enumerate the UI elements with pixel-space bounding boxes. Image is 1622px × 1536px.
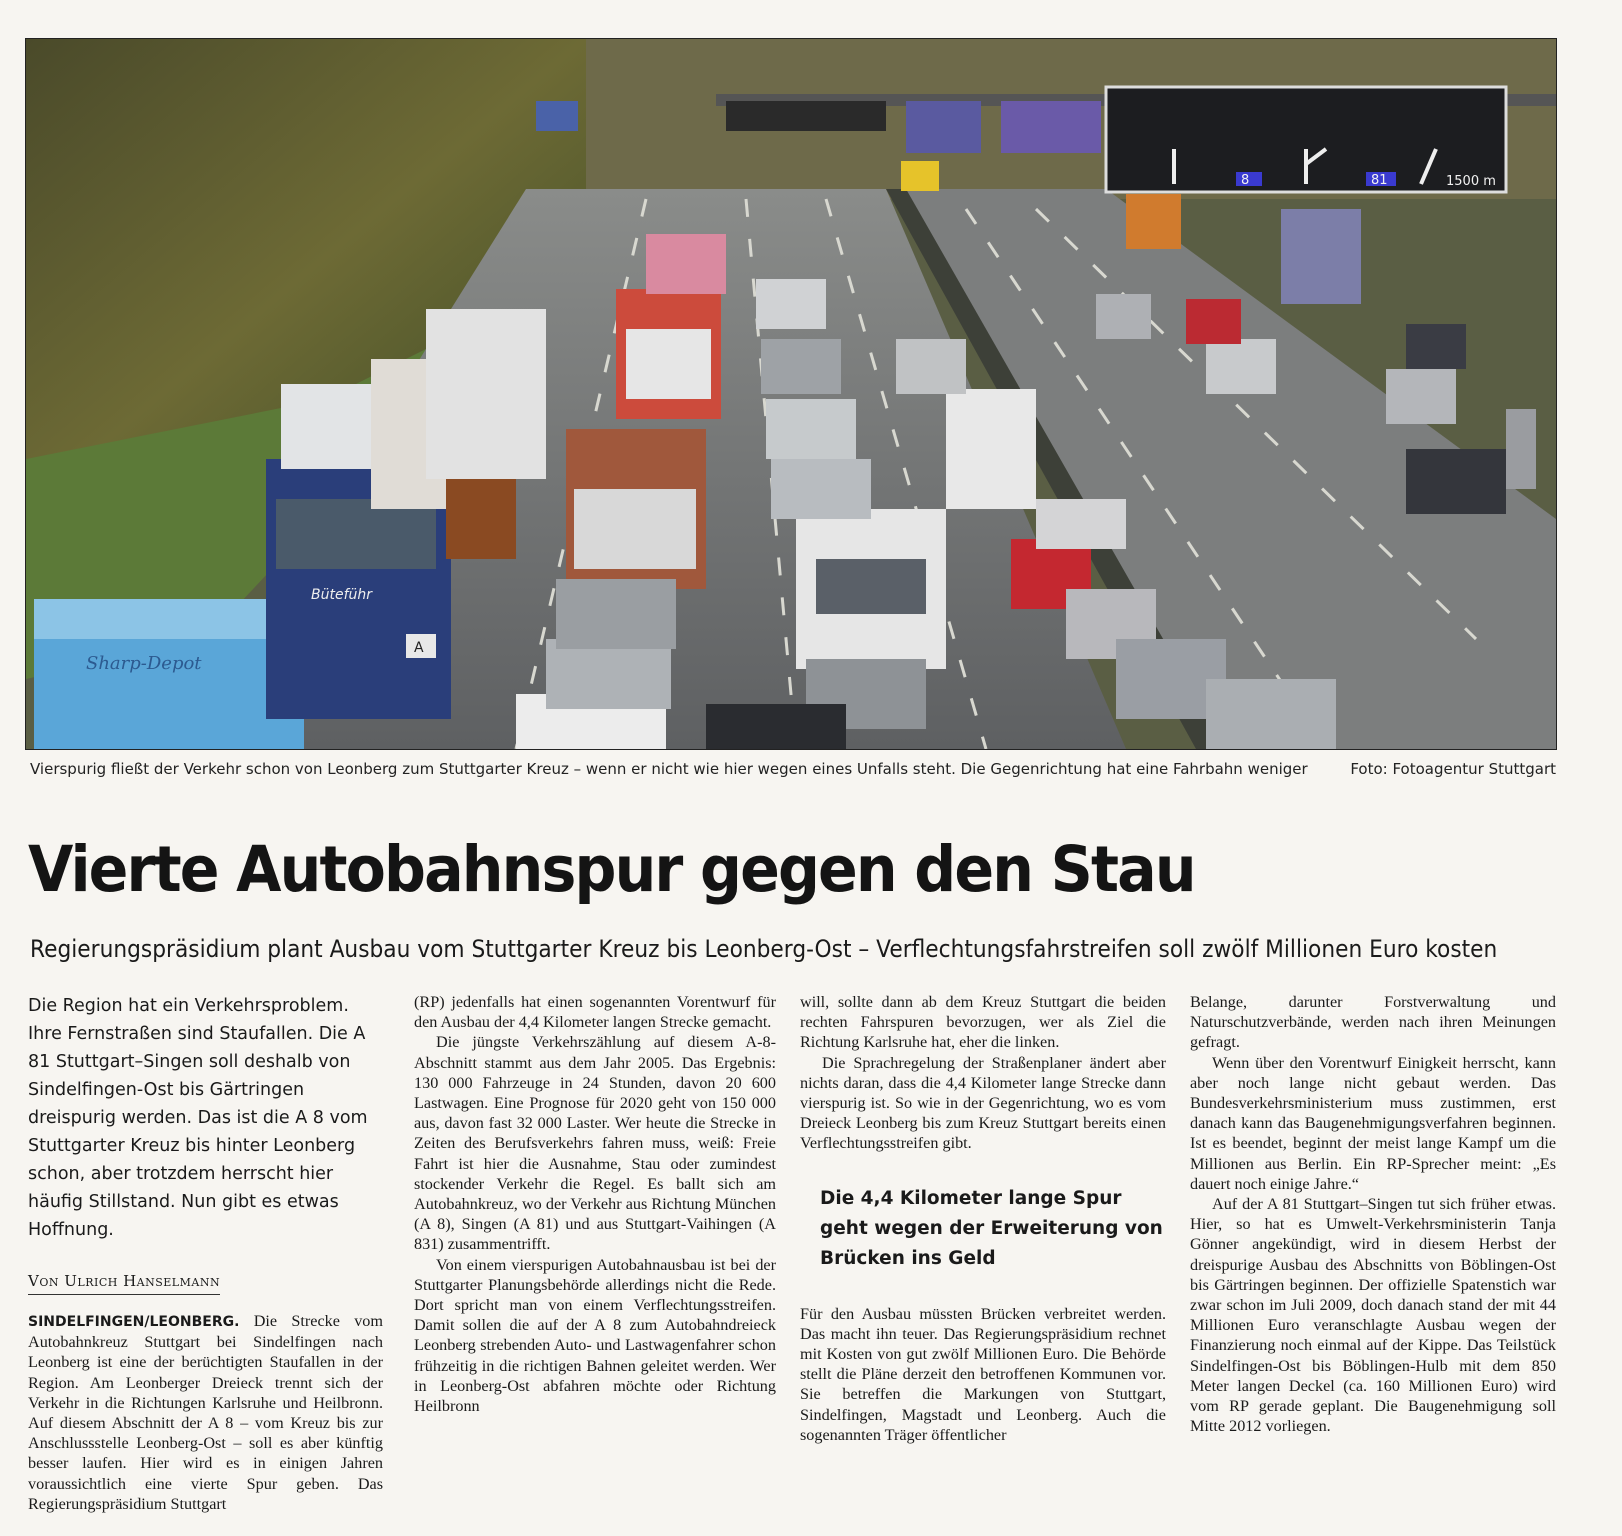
- sign-number-8: 8: [1241, 173, 1250, 188]
- traffic-photo-image: [26, 39, 1556, 749]
- body-paragraph: Für den Ausbau müssten Brücken verbreitet werden. Das macht ihn teuer. Das Regierungspräsidium rechnet mit Kosten von gut zwölf Millionen Euro. Die Behörde stellt die Pläne derzeit den betroffenen Kommunen vor. Sie betreffen die Markungen von Stuttgart, Sindelfingen, Magstadt und Leonberg. Auch die sogenannten Träger öffentlicher: [800, 1304, 1166, 1444]
- lead-paragraph: Die Region hat ein Verkehrsproblem. Ihre Fernstraßen sind Staufallen. Die A 81 Stuttgart–Singen soll deshalb von Sindelfingen-Ost bis Gärtringen dreispurig werden. Das ist die A 8 vom Stuttgarter Kreuz bis hinter Leonberg schon, aber trotzdem herrscht hier häufig Stillstand. Nun gibt es etwas Hoffnung.: [28, 996, 368, 1240]
- column-1: [28, 992, 383, 1514]
- body-paragraph: [28, 1311, 383, 1514]
- body-paragraph: Wenn über den Vorentwurf Einigkeit herrscht, kann aber noch lange nicht gebaut werden. Das Bundesverkehrsministerium muss zustimmen, erst danach kann das Baugenehmigungsverfahren beginnen. Ist es beendet, beginnt der meist lange Kampf um die Millionen aus Berlin. Ein RP-Sprecher meint: „Es dauert noch einige Jahre.“: [1190, 1053, 1556, 1193]
- column-3: [800, 992, 1166, 1445]
- photo-credit: Foto: Fotoagentur Stuttgart: [1350, 760, 1556, 778]
- column-3-body-top: [800, 992, 1166, 1154]
- body-paragraph: Belange, darunter Forstverwaltung und Naturschutzverbände, werden nach ihren Meinungen gefragt.: [1190, 993, 1556, 1052]
- dateline: SINDELFINGEN/LEONBERG.: [28, 1314, 240, 1330]
- body-paragraph: (RP) jedenfalls hat einen sogenannten Vorentwurf für den Ausbau der 4,4 Kilometer langen Strecke gemacht.: [414, 993, 776, 1032]
- body-paragraph: will, sollte dann ab dem Kreuz Stuttgart die beiden rechten Fahrspuren bevorzugen, wer als Ziel die Richtung Karlsruhe hat, eher die linken.: [800, 993, 1166, 1052]
- truck-text: Büteführ: [311, 587, 373, 603]
- body-paragraph: Auf der A 81 Stuttgart–Singen tut sich früher etwas. Hier, so hat es Umwelt-Verkehrsministerin Tanja Gönner angekündigt, wird in diesem Herbst der dreispurige Ausbau des Abschnitts von Böblingen-Ost bis Gärtringen beginnen. Der offizielle Spatenstich war zwar schon im Juli 2009, doch danach stand der mit 44 Millionen Euro veranschlagte Ausbau wegen der Finanzierung noch einmal auf der Kippe. Das Teilstück Sindelfingen-Ost bis Böblingen-Hulb mit dem 850 Meter langen Deckel (ca. 160 Millionen Euro) wird vom RP gerade geplant. Die Baugenehmigung soll Mitte 2012 vorliegen.: [1190, 1195, 1556, 1436]
- column-4: [1190, 992, 1556, 1436]
- sign-distance: 1500 m: [1446, 174, 1496, 189]
- pull-quote: Die 4,4 Kilometer lange Spur geht wegen der Erweiterung von Brücken ins Geld: [820, 1187, 1163, 1269]
- body-paragraph: Die jüngste Verkehrszählung auf diesem A-8-Abschnitt stammt aus dem Jahr 2005. Das Ergebnis: 130 000 Fahrzeuge in 24 Stunden, davon 20 600 Lastwagen. Eine Prognose für 2020 geht von 150 000 aus, davon fast 32 000 Laster. Wer heute die Strecke in Zeiten des Berufsverkehrs fahren muss, weiß: Freie Fahrt ist hier die Ausnahme, Stau oder zumindest stockender Verkehr die Regel. Es ballt sich am Autobahnkreuz, wo der Verkehr aus Richtung München (A 8), Singen (A 81) und aus Stuttgart-Vaihingen (A 831) zusammentrifft.: [414, 1033, 776, 1254]
- body-paragraph: Die Sprachregelung der Straßenplaner ändert aber nichts daran, dass die 4,4 Kilometer lange Strecke dann vierspurig ist. So wie in der Gegenrichtung, wo es vom Dreieck Leonberg bis zum Kreuz Stuttgart bereits einen Verflechtungsstreifen gibt.: [800, 1053, 1166, 1153]
- byline: Von Ulrich Hanselmann: [28, 1272, 220, 1295]
- body-paragraph: Von einem vierspurigen Autobahnausbau ist bei der Stuttgarter Planungsbehörde allerdings nicht die Rede. Dort spricht man von einem Verflechtungsstreifen. Damit sollen die auf der A 8 zum Autobahndreieck Leonberg strebenden Auto- und Lastwagenfahrer schon frühzeitig in die richtigen Bahnen geleitet werden. Wer in Leonberg-Ost abfahren möchte oder Richtung Heilbronn: [414, 1255, 776, 1416]
- sign-number-81: 81: [1371, 173, 1388, 188]
- headline: Vierte Autobahnspur gegen den Stau: [28, 833, 1195, 906]
- caption-text: Vierspurig fließt der Verkehr schon von Leonberg zum Stuttgarter Kreuz – wenn er nicht wie hier wegen eines Unfalls steht. Die Gegenrichtung hat eine Fahrbahn weniger: [30, 760, 1308, 778]
- traffic-photo: [25, 38, 1557, 750]
- body-text: Die Strecke vom Autobahnkreuz Stuttgart bei Sindelfingen nach Leonberg ist eine der berüchtigten Staufallen in der Region. Am Leonberger Dreieck trennt sich der Verkehr in die Richtungen Karlsruhe und Heilbronn. Auf diesem Abschnitt der A 8 – vom Kreuz bis zur Anschlussstelle Leonberg-Ost – soll es aber künftig besser laufen. Hier wird es in einigen Jahren voraussichtlich eine vierte Spur geben. Das Regierungspräsidium Stuttgart: [28, 1312, 383, 1513]
- column-2: [414, 992, 776, 1416]
- column-1-body: [28, 1311, 383, 1514]
- photo-caption: [30, 758, 1556, 782]
- truck-plate: A: [414, 640, 424, 656]
- column-3-body-bottom: [800, 1304, 1166, 1445]
- subheadline: Regierungspräsidium plant Ausbau vom Stuttgarter Kreuz bis Leonberg-Ost – Verflechtungsfahrstreifen soll zwölf Millionen Euro kosten: [30, 935, 1498, 963]
- truck-text-2: Sharp-Depot: [86, 653, 202, 674]
